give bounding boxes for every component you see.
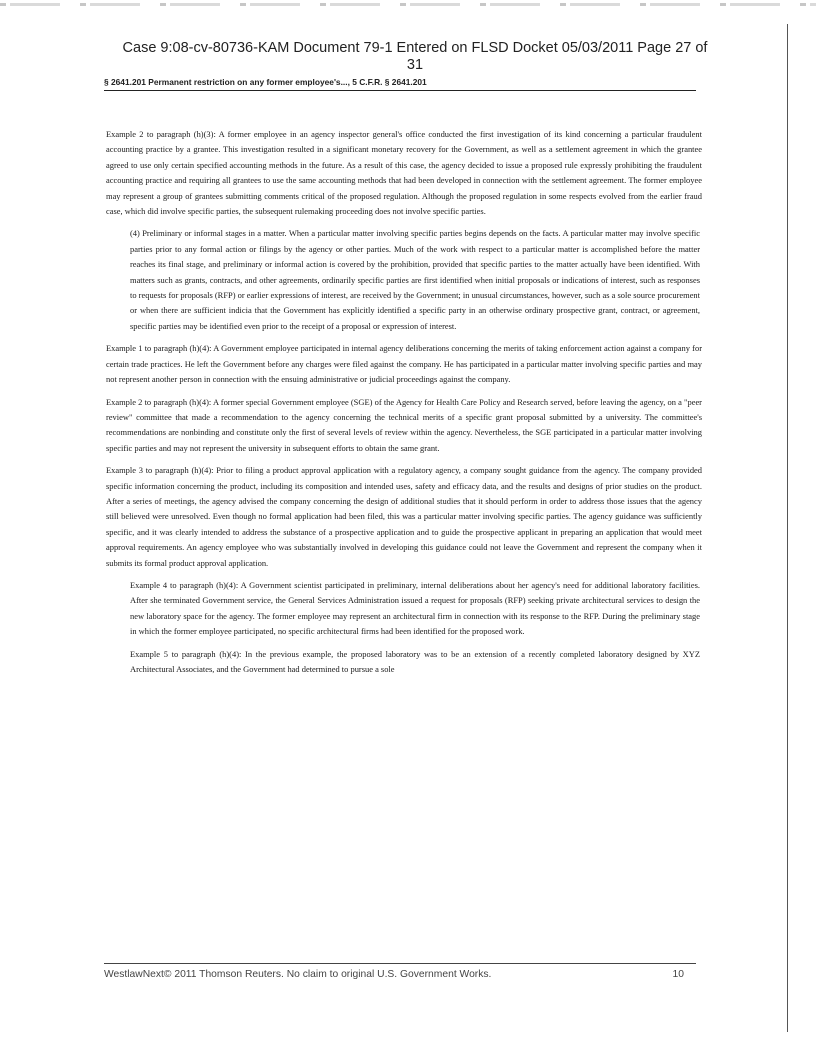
paragraph-example-5-h4: Example 5 to paragraph (h)(4): In the previous example, the proposed laboratory was to be an extension of a recently completed laboratory designed by XYZ Architectural Associates, and the Government had determined to pursue a sole bbox=[130, 648, 700, 674]
paragraph-example-3-h4: Example 3 to paragraph (h)(4): Prior to filing a product approval application with a regulatory agency, a company sought guidance from the agency. The company provided specific information concerning the product, including its composition and intended uses, safety and efficacy data, and the results and designs of prior studies on the product. After a series of meetings, the agency advised the company concerning the design of additional studies that it should perform in order to address those issues that the agency still believed were unresolved. Even though no formal application had been filed, this was a particular matter involving specific parties. The agency guidance was sufficiently specific, and it was clearly intended to address the substance of a prospective application and to guide the prospective applicant in preparing an application that would meet approval requirements. An agency employee who was substantially involved in developing this guidance could not leave the Government and represent the company when it submits its formal product approval application. bbox=[106, 465, 702, 568]
regulation-citation: § 2641.201 Permanent restriction on any former employee's..., 5 C.F.R. § 2641.201 bbox=[104, 77, 696, 91]
footer-rule bbox=[104, 963, 696, 964]
page-number: 10 bbox=[672, 969, 684, 980]
paragraph-example-2-h4: Example 2 to paragraph (h)(4): A former special Government employee (SGE) of the Agency for Health Care Policy and Research served, before leaving the agency, on a "peer review" committee that made a recommendation to the agency concerning the technical merits of a specific grant proposal submitted by a university. The committee's recommendations are nonbinding and constitute only the first of several levels of review within the agency. Nevertheless, the SGE participated in a particular matter involving specific parties and may not represent the university in subsequent efforts to obtain the same grant. bbox=[106, 396, 702, 453]
paragraph-h4-preliminary-stages: (4) Preliminary or informal stages in a matter. When a particular matter involving specific parties begins depends on the facts. A particular matter may involve specific parties prior to any formal action or filings by the agency or other parties. Much of the work with respect to a particular matter is accomplished before the matter reaches its final stage, and preliminary or informal action is covered by the prohibition, provided that specific parties to the matter actually have been identified. With matters such as grants, contracts, and other agreements, ordinarily specific parties are first identified when initial proposals or indications of interest, such as responses to requests for proposals (RFP) or earlier expressions of interest, are received by the Government; in unusual circumstances, however, such as a sole source procurement or when there are sufficient indicia that the Government has explicitly identified a specific party in an otherwise ordinary prospective grant, contract, or agreement, specific parties may be identified even prior to the receipt of a proposal or expression of interest. bbox=[130, 228, 700, 331]
document-body bbox=[106, 127, 702, 684]
paragraph-example-4-h4: Example 4 to paragraph (h)(4): A Government scientist participated in preliminary, internal deliberations about her agency's need for additional laboratory facilities. After she terminated Government service, the General Services Administration issued a request for proposals (RFP) seeking private architectural services to design the new laboratory space for the agency. The former employee may represent an architectural firm in connection with its response to the RFP. During the preliminary stage in which the former employee participated, no specific architectural firms had been identified for the proposed work. bbox=[130, 579, 700, 637]
footer-copyright: WestlawNext© 2011 Thomson Reuters. No claim to original U.S. Government Works. bbox=[104, 969, 492, 980]
court-header-line-2: 31 bbox=[406, 57, 424, 73]
paragraph-example-1-h4: Example 1 to paragraph (h)(4): A Government employee participated in internal agency deliberations concerning the merits of taking enforcement action against a company for certain trade practices. He left the Government before any charges were filed against the company. He has participated in a particular matter involving specific parties and may not represent another person in connection with the ensuing administrative or judicial proceedings against the company. bbox=[106, 343, 702, 385]
court-filing-header bbox=[85, 40, 745, 74]
page-edge-line bbox=[787, 24, 788, 1032]
scan-artifact bbox=[0, 3, 816, 6]
court-header-line-1: Case 9:08-cv-80736-KAM Document 79-1 Entered on FLSD Docket 05/03/2011 Page 27 of bbox=[122, 40, 708, 56]
page-footer bbox=[104, 969, 696, 980]
paragraph-example-2-h3: Example 2 to paragraph (h)(3): A former employee in an agency inspector general's office conducted the first investigation of its kind concerning a particular fraudulent accounting practice by a grantee. This investigation resulted in a significant monetary recovery for the Government, as well as a settlement agreement in which the grantee agreed to use only certain specified accounting methods in the future. As a result of this case, the agency decided to issue a proposed rule expressly prohibiting the fraudulent accounting practice and requiring all grantees to use the same accounting methods that had been developed in connection with the settlement agreement. The former employee may represent a group of grantees submitting comments critical of the proposed regulation. Although the proposed regulation in some respects evolved from the earlier fraud case, which did involve specific parties, the subsequent rulemaking proceeding does not involve specific parties. bbox=[106, 129, 702, 217]
